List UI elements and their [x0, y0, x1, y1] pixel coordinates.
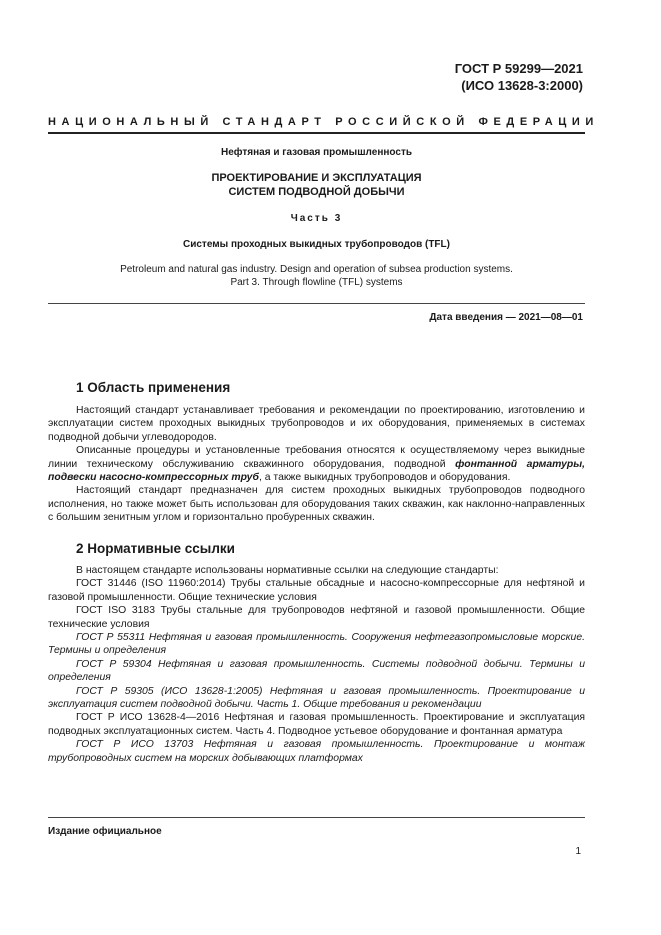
reference-item: ГОСТ Р ИСО 13628-4—2016 Нефтяная и газовая промышленность. Проектирование и эксплуатация подводных эксплуатационных систем. Часть 4. Подводное устьевое оборудование и фонтанная арматура	[48, 712, 585, 737]
section1-body	[48, 404, 585, 525]
effective-date: Дата введения — 2021—08—01	[429, 312, 583, 323]
p2-text: Описанные процедуры и установленные требования относятся к осуществляемому через выкидные линии техническому обслуживанию скважинного оборудования, подводной	[48, 445, 585, 470]
page-number: 1	[575, 846, 581, 857]
section1-paragraph: Настоящий стандарт предназначен для систем проходных выкидных трубопроводов подводного исполнения, но также может быть использован для оборудования таких скважин, как наклонно-направленных с большим зенитным углом и горизонтально пробуренных скважин.	[48, 485, 585, 524]
document-header	[455, 60, 583, 94]
national-standard-title: НАЦИОНАЛЬНЫЙ СТАНДАРТ РОССИЙСКОЙ ФЕДЕРАЦИИ	[48, 116, 599, 128]
main-title-line1: ПРОЕКТИРОВАНИЕ И ЭКСПЛУАТАЦИЯ	[211, 172, 422, 184]
title-divider	[48, 132, 585, 134]
section1-paragraph: Настоящий стандарт устанавливает требования и рекомендации по проектированию, изготовлению и эксплуатации систем проходных выкидных трубопроводов и их оборудования, применяемых в системах подводной добычи углеводородов.	[48, 405, 585, 443]
section2-heading: 2 Нормативные ссылки	[76, 541, 235, 556]
date-divider	[48, 303, 585, 304]
p2-emphasis: фонтанной арматуры, подвески насосно-компрессорных труб	[48, 458, 585, 484]
edition-label: Издание официальное	[48, 826, 162, 837]
section2-intro: В настоящем стандарте использованы нормативные ссылки на следующие стандарты:	[76, 565, 499, 576]
section2-body	[48, 564, 585, 765]
reference-item: ГОСТ Р ИСО 13703 Нефтяная и газовая промышленность. Проектирование и монтаж трубопроводных систем на морских добывающих платформах	[48, 739, 585, 764]
industry-title: Нефтяная и газовая промышленность	[221, 147, 412, 158]
reference-item: ГОСТ ISO 3183 Трубы стальные для трубопроводов нефтяной и газовой промышленности. Общие технические условия	[48, 605, 585, 630]
footer-divider	[48, 817, 585, 818]
english-title-line1: Petroleum and natural gas industry. Design and operation of subsea production systems.	[120, 264, 513, 275]
reference-item: ГОСТ Р 55311 Нефтяная и газовая промышленность. Сооружения нефтегазопромысловые морские. Термины и определения	[48, 632, 585, 657]
main-title	[48, 171, 585, 199]
section1-heading: 1 Область применения	[76, 380, 231, 395]
section1-paragraph	[48, 444, 585, 484]
reference-item: ГОСТ 31446 (ISO 11960:2014) Трубы стальные обсадные и насосно-компрессорные для нефтяной и газовой промышленности. Общие технические условия	[48, 578, 585, 603]
doc-number: ГОСТ Р 59299—2021	[454, 61, 583, 76]
reference-item: ГОСТ Р 59304 Нефтяная и газовая промышленность. Системы подводной добычи. Термины и определения	[48, 658, 585, 684]
reference-item: ГОСТ Р 59305 (ИСО 13628-1:2005) Нефтяная и газовая промышленность. Проектирование и эксплуатация систем подводной добычи. Часть 1. Общие требования и рекомендации	[48, 685, 585, 711]
part-subtitle: Системы проходных выкидных трубопроводов (TFL)	[183, 239, 450, 250]
p2-text-end: , а также выкидных трубопроводов и оборудования.	[258, 472, 511, 484]
iso-number: (ИСО 13628-3:2000)	[461, 78, 583, 93]
english-title-line2: Part 3. Through flowline (TFL) systems	[230, 276, 403, 288]
english-title	[48, 264, 585, 289]
main-title-line2: СИСТЕМ ПОДВОДНОЙ ДОБЫЧИ	[228, 186, 405, 198]
part-label: Часть 3	[290, 213, 343, 224]
